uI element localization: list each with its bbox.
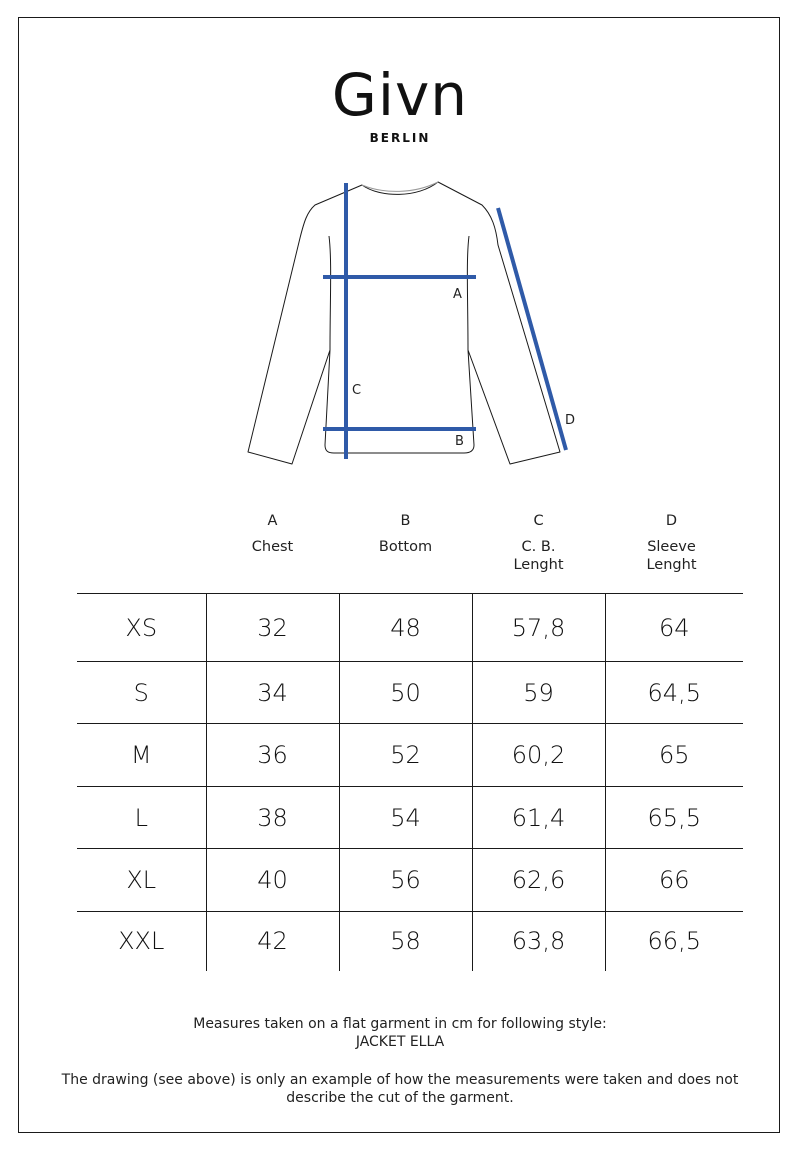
value-cell: 59 — [472, 662, 605, 724]
brand-subtitle: BERLIN — [369, 131, 431, 145]
table-row — [77, 912, 743, 971]
brand-logo: Givn — [331, 61, 469, 129]
column-header-a — [206, 512, 339, 556]
value-cell: 38 — [206, 787, 339, 849]
column-letter: D — [665, 513, 678, 529]
label-a: A — [453, 287, 462, 302]
column-header-c — [472, 512, 605, 574]
value-cell: 57,8 — [472, 594, 605, 662]
value-cell: 52 — [339, 724, 472, 787]
value-cell: 64,5 — [605, 662, 743, 724]
label-d: D — [565, 413, 576, 428]
size-cell: L — [77, 787, 206, 849]
column-name: Bottom — [378, 539, 433, 555]
column-name: Chest — [251, 539, 294, 555]
size-cell: XXL — [77, 912, 206, 971]
value-cell: 64 — [605, 594, 743, 662]
disclaimer: The drawing (see above) is only an example of how the measurements were taken and does not describe the cut of the garment. — [61, 1072, 739, 1106]
column-name: Sleeve Lenght — [646, 539, 697, 573]
label-b: B — [455, 434, 464, 449]
value-cell: 54 — [339, 787, 472, 849]
value-cell: 36 — [206, 724, 339, 787]
table-row — [77, 787, 743, 849]
value-cell: 66 — [605, 849, 743, 912]
size-table — [77, 593, 743, 971]
measurement-lines — [323, 183, 566, 459]
size-cell: S — [77, 662, 206, 724]
column-header-b — [339, 512, 472, 556]
column-letter: C — [533, 513, 544, 529]
value-cell: 63,8 — [472, 912, 605, 971]
value-cell: 34 — [206, 662, 339, 724]
value-cell: 40 — [206, 849, 339, 912]
column-letter: B — [400, 513, 411, 529]
value-cell: 65 — [605, 724, 743, 787]
value-cell: 58 — [339, 912, 472, 971]
size-cell: M — [77, 724, 206, 787]
value-cell: 56 — [339, 849, 472, 912]
value-cell: 66,5 — [605, 912, 743, 971]
label-c: C — [352, 383, 362, 398]
measure-line-d — [498, 208, 566, 450]
size-cell: XS — [77, 594, 206, 662]
value-cell: 32 — [206, 594, 339, 662]
style-name: JACKET ELLA — [355, 1034, 445, 1050]
column-letter: A — [267, 513, 278, 529]
value-cell: 61,4 — [472, 787, 605, 849]
table-row — [77, 849, 743, 912]
value-cell: 62,6 — [472, 849, 605, 912]
size-cell: XL — [77, 849, 206, 912]
measure-line: Measures taken on a flat garment in cm for following style: — [193, 1016, 607, 1032]
measure-note — [30, 1015, 770, 1051]
column-name: C. B. Lenght — [513, 539, 564, 573]
column-header-d — [605, 512, 738, 574]
value-cell: 65,5 — [605, 787, 743, 849]
table-row — [77, 724, 743, 787]
sweater-outline — [248, 182, 560, 464]
value-cell: 48 — [339, 594, 472, 662]
table-row — [77, 662, 743, 724]
value-cell: 50 — [339, 662, 472, 724]
garment-diagram — [0, 0, 800, 480]
value-cell: 60,2 — [472, 724, 605, 787]
table-row — [77, 594, 743, 662]
value-cell: 42 — [206, 912, 339, 971]
